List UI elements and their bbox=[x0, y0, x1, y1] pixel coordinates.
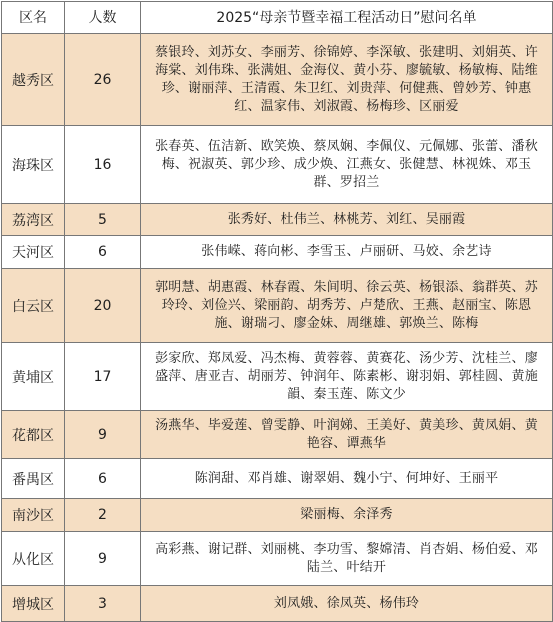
count-cell: 9 bbox=[65, 411, 141, 459]
count-cell: 6 bbox=[65, 236, 141, 269]
names-cell: 汤燕华、毕爱莲、曾雯静、叶润娣、王美好、黄美珍、黄凤娟、黄艳容、谭燕华 bbox=[141, 411, 553, 459]
table-row bbox=[2, 532, 553, 586]
district-cell: 天河区 bbox=[2, 236, 65, 269]
table-row bbox=[2, 459, 553, 499]
names-cell: 刘凤娥、徐凤英、杨伟玲 bbox=[141, 586, 553, 622]
count-cell: 26 bbox=[65, 34, 141, 126]
district-cell: 海珠区 bbox=[2, 126, 65, 204]
table-row bbox=[2, 269, 553, 343]
table-row bbox=[2, 126, 553, 204]
table-row bbox=[2, 236, 553, 269]
count-cell: 2 bbox=[65, 499, 141, 532]
table-row bbox=[2, 34, 553, 126]
condolence-list-table bbox=[1, 1, 553, 622]
district-cell: 南沙区 bbox=[2, 499, 65, 532]
table-row bbox=[2, 204, 553, 236]
count-cell: 9 bbox=[65, 532, 141, 586]
table-row bbox=[2, 499, 553, 532]
table-row bbox=[2, 586, 553, 622]
count-cell: 17 bbox=[65, 343, 141, 411]
header-names: 2025“母亲节暨幸福工程活动日”慰问名单 bbox=[141, 2, 553, 34]
district-cell: 增城区 bbox=[2, 586, 65, 622]
names-cell: 高彩燕、谢记群、刘丽桃、李功雪、黎嫦清、肖杏娟、杨伯爱、邓陆兰、叶结开 bbox=[141, 532, 553, 586]
names-cell: 张秀好、杜伟兰、林桃芳、刘红、吴丽霞 bbox=[141, 204, 553, 236]
district-cell: 番禺区 bbox=[2, 459, 65, 499]
header-count: 人数 bbox=[65, 2, 141, 34]
district-cell: 荔湾区 bbox=[2, 204, 65, 236]
count-cell: 16 bbox=[65, 126, 141, 204]
count-cell: 6 bbox=[65, 459, 141, 499]
names-cell: 蔡银玲、刘苏女、李丽芳、徐锦婷、李深敏、张建明、刘娟英、许海棠、刘伟珠、张满姐、金海仪、黄小芬、廖毓敏、杨敏梅、陆维珍、谢丽萍、王清霞、朱卫红、刘贵萍、何健燕、曾妙芳、钟惠红、温家伟、刘淑霞、杨梅珍、区丽爱 bbox=[141, 34, 553, 126]
names-cell: 张伟嵘、蒋向彬、李雪玉、卢丽研、马姣、余艺诗 bbox=[141, 236, 553, 269]
district-cell: 花都区 bbox=[2, 411, 65, 459]
district-cell: 从化区 bbox=[2, 532, 65, 586]
count-cell: 5 bbox=[65, 204, 141, 236]
count-cell: 20 bbox=[65, 269, 141, 343]
names-cell: 彭家欣、郑凤爱、冯杰梅、黄蓉蓉、黄赛花、汤少芳、沈桂兰、廖盛萍、唐亚吉、胡丽芳、钟润年、陈素彬、谢羽娟、郭桂圆、黄施韻、秦玉莲、陈文少 bbox=[141, 343, 553, 411]
names-cell: 陈润甜、邓肖雄、谢翠娟、魏小宁、何坤好、王丽平 bbox=[141, 459, 553, 499]
table-row bbox=[2, 411, 553, 459]
header-district: 区名 bbox=[2, 2, 65, 34]
header-row bbox=[2, 2, 553, 34]
district-cell: 黄埔区 bbox=[2, 343, 65, 411]
count-cell: 3 bbox=[65, 586, 141, 622]
district-cell: 越秀区 bbox=[2, 34, 65, 126]
names-cell: 张春英、伍洁新、欧笑焕、蔡凤娴、李佩仪、元佩娜、张蕾、潘秋梅、祝淑英、郭少珍、成少焕、江燕女、张健慧、林视姝、邓玉群、罗招兰 bbox=[141, 126, 553, 204]
names-cell: 郭明慧、胡惠霞、林春霞、朱间明、徐云英、杨银添、翁群英、苏玲玲、刘俭兴、梁丽韵、胡秀芳、卢楚欣、王燕、赵丽宝、陈恩施、谢瑞刁、廖金妹、周继雄、郭焕兰、陈梅 bbox=[141, 269, 553, 343]
table-row bbox=[2, 343, 553, 411]
names-cell: 梁丽梅、余泽秀 bbox=[141, 499, 553, 532]
district-cell: 白云区 bbox=[2, 269, 65, 343]
